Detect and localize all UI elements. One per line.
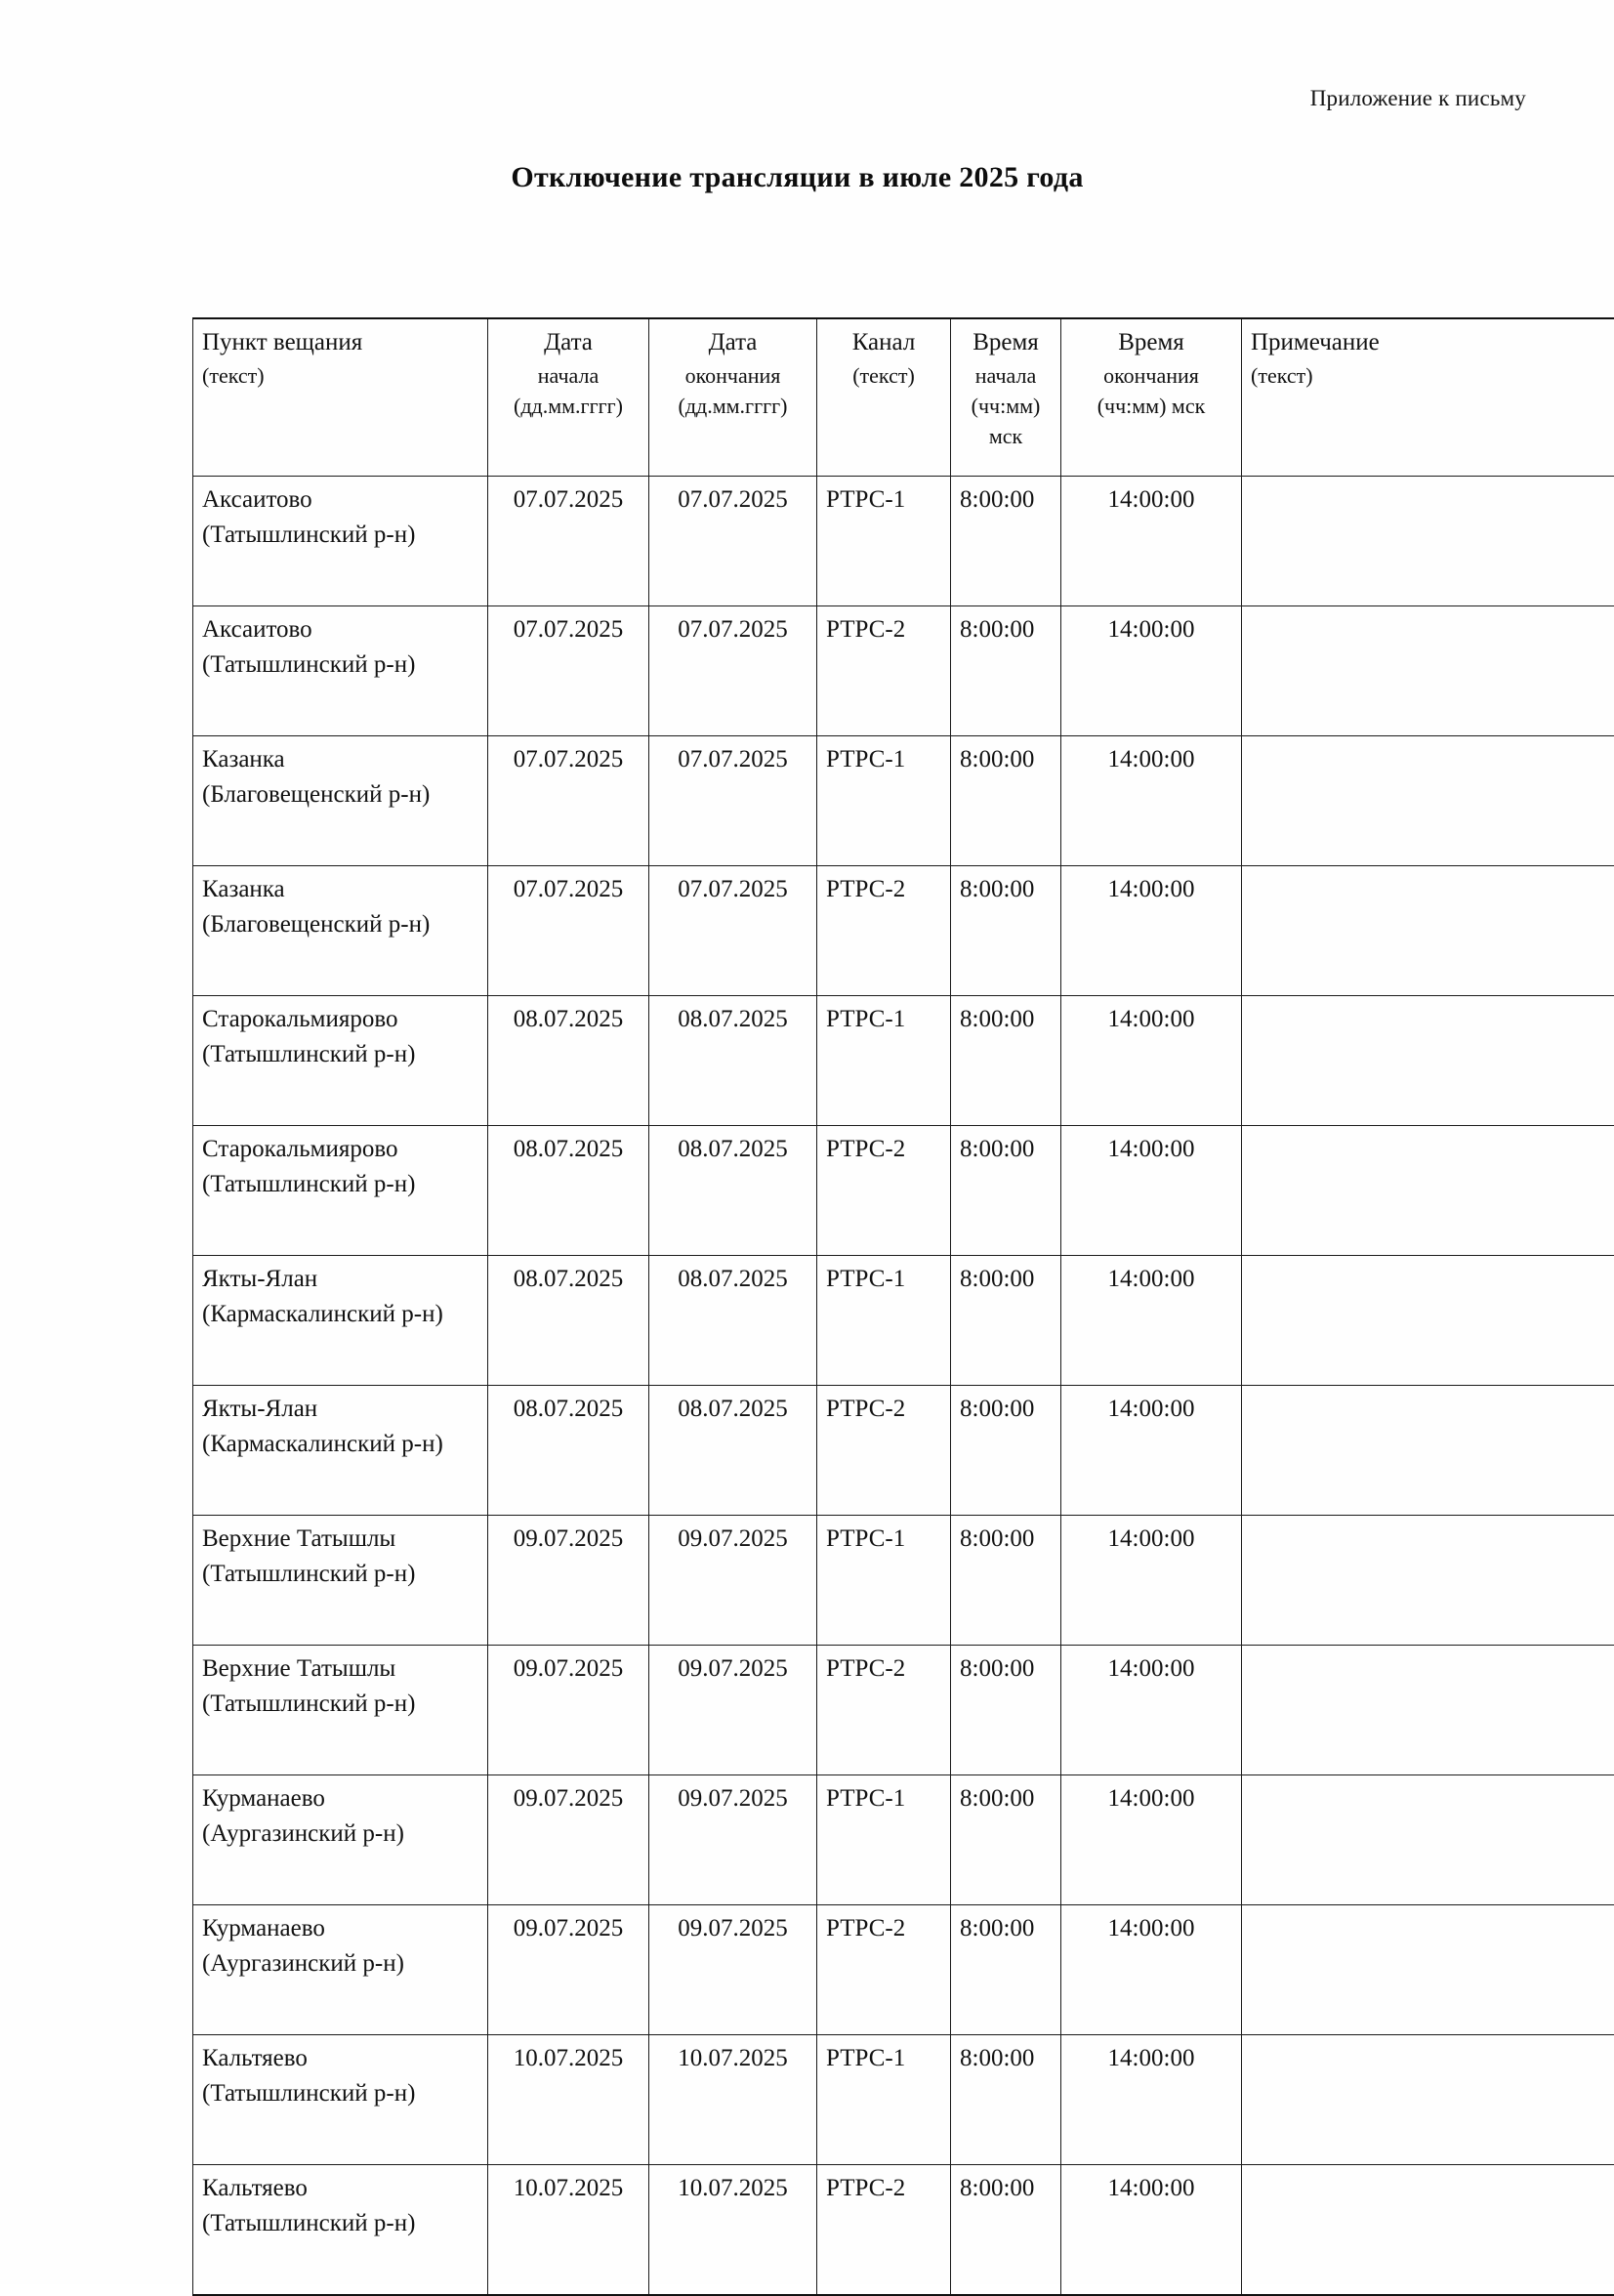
cell-broadcast-point	[193, 736, 488, 866]
broadcast-point-name: Казанка	[202, 872, 478, 907]
column-header-text: (чч:мм) мск	[960, 391, 1052, 451]
column-header-text: (текст)	[1251, 360, 1610, 391]
table-row	[193, 2165, 1614, 2296]
cell-time-start: 8:00:00	[951, 606, 1061, 736]
broadcast-point-name: Кальтяево	[202, 2171, 478, 2206]
broadcast-point-region: (Татышлинский р-н)	[202, 1687, 478, 1722]
cell-channel: РТРС-1	[817, 1256, 951, 1386]
cell-broadcast-point	[193, 1516, 488, 1646]
cell-broadcast-point	[193, 1905, 488, 2035]
cell-date-end: 08.07.2025	[649, 1256, 817, 1386]
column-header-text: Примечание	[1251, 325, 1610, 360]
cell-date-end: 09.07.2025	[649, 1775, 817, 1905]
cell-channel: РТРС-2	[817, 866, 951, 996]
cell-time-start: 8:00:00	[951, 1256, 1061, 1386]
table-row	[193, 866, 1614, 996]
broadcast-point-region: (Татышлинский р-н)	[202, 1037, 478, 1072]
cell-date-end: 07.07.2025	[649, 606, 817, 736]
cell-date-start: 08.07.2025	[488, 1256, 649, 1386]
cell-note	[1242, 1775, 1614, 1905]
cell-note	[1242, 477, 1614, 606]
column-header-text: окончания	[1070, 360, 1232, 391]
cell-date-end: 09.07.2025	[649, 1516, 817, 1646]
cell-date-end: 09.07.2025	[649, 1905, 817, 2035]
cell-date-end: 08.07.2025	[649, 1126, 817, 1256]
cell-note	[1242, 736, 1614, 866]
cell-time-start: 8:00:00	[951, 477, 1061, 606]
cell-time-end: 14:00:00	[1061, 1775, 1242, 1905]
page-title: Отключение трансляции в июле 2025 года	[0, 161, 1604, 194]
column-header-text: (дд.мм.гггг)	[497, 391, 640, 421]
cell-channel: РТРС-1	[817, 996, 951, 1126]
column-header-text: (текст)	[202, 360, 478, 391]
cell-time-start: 8:00:00	[951, 2165, 1061, 2296]
column-header-date_start	[488, 318, 649, 477]
cell-note	[1242, 2165, 1614, 2296]
cell-date-start: 09.07.2025	[488, 1775, 649, 1905]
cell-date-end: 07.07.2025	[649, 866, 817, 996]
cell-note	[1242, 996, 1614, 1126]
table-header-row	[193, 318, 1614, 477]
letter-attachment-note: Приложение к письму	[1310, 86, 1526, 111]
cell-channel: РТРС-1	[817, 1516, 951, 1646]
cell-channel: РТРС-2	[817, 1386, 951, 1516]
broadcast-point-region: (Благовещенский р-н)	[202, 777, 478, 813]
cell-channel: РТРС-2	[817, 1646, 951, 1775]
cell-channel: РТРС-1	[817, 2035, 951, 2165]
table-body	[193, 477, 1614, 2296]
cell-time-end: 14:00:00	[1061, 1905, 1242, 2035]
cell-time-end: 14:00:00	[1061, 1126, 1242, 1256]
cell-time-start: 8:00:00	[951, 866, 1061, 996]
broadcast-outage-table	[192, 317, 1614, 2296]
column-header-channel	[817, 318, 951, 477]
column-header-text: Канал	[826, 325, 941, 360]
cell-broadcast-point	[193, 866, 488, 996]
broadcast-point-name: Казанка	[202, 742, 478, 777]
broadcast-point-name: Кальтяево	[202, 2041, 478, 2076]
cell-date-start: 07.07.2025	[488, 866, 649, 996]
cell-time-start: 8:00:00	[951, 1386, 1061, 1516]
cell-time-start: 8:00:00	[951, 736, 1061, 866]
table-row	[193, 477, 1614, 606]
cell-date-end: 07.07.2025	[649, 736, 817, 866]
cell-date-end: 10.07.2025	[649, 2035, 817, 2165]
column-header-text: Время	[1070, 325, 1232, 360]
cell-channel: РТРС-2	[817, 2165, 951, 2296]
broadcast-point-name: Старокальмиярово	[202, 1132, 478, 1167]
cell-channel: РТРС-1	[817, 477, 951, 606]
broadcast-point-region: (Татышлинский р-н)	[202, 518, 478, 553]
cell-date-end: 09.07.2025	[649, 1646, 817, 1775]
cell-time-start: 8:00:00	[951, 1905, 1061, 2035]
cell-time-end: 14:00:00	[1061, 1256, 1242, 1386]
cell-time-start: 8:00:00	[951, 2035, 1061, 2165]
broadcast-point-name: Якты-Ялан	[202, 1392, 478, 1427]
cell-broadcast-point	[193, 477, 488, 606]
table-row	[193, 1386, 1614, 1516]
cell-date-start: 07.07.2025	[488, 477, 649, 606]
table-header	[193, 318, 1614, 477]
cell-time-end: 14:00:00	[1061, 1646, 1242, 1775]
cell-note	[1242, 1905, 1614, 2035]
column-header-text: (чч:мм) мск	[1070, 391, 1232, 421]
cell-note	[1242, 1516, 1614, 1646]
broadcast-point-name: Верхние Татышлы	[202, 1522, 478, 1557]
cell-date-start: 10.07.2025	[488, 2165, 649, 2296]
cell-date-start: 09.07.2025	[488, 1516, 649, 1646]
cell-broadcast-point	[193, 606, 488, 736]
broadcast-point-name: Аксаитово	[202, 612, 478, 647]
column-header-point	[193, 318, 488, 477]
column-header-note	[1242, 318, 1614, 477]
broadcast-point-region: (Аургазинский р-н)	[202, 1946, 478, 1982]
cell-date-start: 08.07.2025	[488, 1386, 649, 1516]
cell-date-start: 08.07.2025	[488, 996, 649, 1126]
cell-time-start: 8:00:00	[951, 1516, 1061, 1646]
broadcast-point-region: (Аургазинский р-н)	[202, 1816, 478, 1852]
table-row	[193, 606, 1614, 736]
broadcast-point-name: Верхние Татышлы	[202, 1651, 478, 1687]
cell-note	[1242, 606, 1614, 736]
cell-broadcast-point	[193, 1256, 488, 1386]
broadcast-point-name: Якты-Ялан	[202, 1262, 478, 1297]
column-header-text: начала	[497, 360, 640, 391]
cell-date-start: 09.07.2025	[488, 1646, 649, 1775]
table-row	[193, 1256, 1614, 1386]
cell-broadcast-point	[193, 996, 488, 1126]
cell-channel: РТРС-1	[817, 1775, 951, 1905]
table-row	[193, 1126, 1614, 1256]
cell-channel: РТРС-2	[817, 1126, 951, 1256]
cell-date-end: 08.07.2025	[649, 996, 817, 1126]
column-header-text: Дата	[658, 325, 807, 360]
cell-note	[1242, 1386, 1614, 1516]
cell-note	[1242, 866, 1614, 996]
broadcast-point-region: (Кармаскалинский р-н)	[202, 1297, 478, 1332]
broadcast-point-region: (Татышлинский р-н)	[202, 2076, 478, 2111]
cell-broadcast-point	[193, 1775, 488, 1905]
cell-note	[1242, 1256, 1614, 1386]
cell-broadcast-point	[193, 2165, 488, 2296]
cell-channel: РТРС-1	[817, 736, 951, 866]
broadcast-point-region: (Татышлинский р-н)	[202, 1557, 478, 1592]
column-header-text: Время	[960, 325, 1052, 360]
broadcast-point-region: (Татышлинский р-н)	[202, 1167, 478, 1202]
broadcast-point-region: (Благовещенский р-н)	[202, 907, 478, 942]
cell-note	[1242, 1126, 1614, 1256]
cell-date-start: 07.07.2025	[488, 606, 649, 736]
column-header-text: окончания	[658, 360, 807, 391]
cell-time-start: 8:00:00	[951, 1775, 1061, 1905]
cell-broadcast-point	[193, 2035, 488, 2165]
broadcast-point-name: Аксаитово	[202, 482, 478, 518]
cell-time-end: 14:00:00	[1061, 736, 1242, 866]
broadcast-outage-table-wrapper	[192, 317, 1614, 2296]
cell-date-start: 10.07.2025	[488, 2035, 649, 2165]
cell-time-end: 14:00:00	[1061, 996, 1242, 1126]
broadcast-point-name: Курманаево	[202, 1781, 478, 1816]
cell-note	[1242, 1646, 1614, 1775]
cell-broadcast-point	[193, 1126, 488, 1256]
cell-time-end: 14:00:00	[1061, 606, 1242, 736]
cell-date-start: 08.07.2025	[488, 1126, 649, 1256]
cell-date-start: 09.07.2025	[488, 1905, 649, 2035]
column-header-time_end	[1061, 318, 1242, 477]
broadcast-point-name: Курманаево	[202, 1911, 478, 1946]
cell-date-end: 07.07.2025	[649, 477, 817, 606]
column-header-date_end	[649, 318, 817, 477]
column-header-text: Дата	[497, 325, 640, 360]
cell-date-end: 08.07.2025	[649, 1386, 817, 1516]
cell-date-end: 10.07.2025	[649, 2165, 817, 2296]
cell-time-end: 14:00:00	[1061, 2165, 1242, 2296]
broadcast-point-region: (Татышлинский р-н)	[202, 647, 478, 683]
table-row	[193, 2035, 1614, 2165]
cell-date-start: 07.07.2025	[488, 736, 649, 866]
column-header-text: начала	[960, 360, 1052, 391]
cell-broadcast-point	[193, 1646, 488, 1775]
column-header-text: (дд.мм.гггг)	[658, 391, 807, 421]
cell-time-end: 14:00:00	[1061, 477, 1242, 606]
cell-time-end: 14:00:00	[1061, 866, 1242, 996]
cell-time-start: 8:00:00	[951, 1126, 1061, 1256]
broadcast-point-region: (Татышлинский р-н)	[202, 2206, 478, 2241]
cell-time-end: 14:00:00	[1061, 1516, 1242, 1646]
cell-note	[1242, 2035, 1614, 2165]
broadcast-point-region: (Кармаскалинский р-н)	[202, 1427, 478, 1462]
cell-time-end: 14:00:00	[1061, 1386, 1242, 1516]
cell-broadcast-point	[193, 1386, 488, 1516]
table-row	[193, 996, 1614, 1126]
broadcast-point-name: Старокальмиярово	[202, 1002, 478, 1037]
cell-channel: РТРС-2	[817, 606, 951, 736]
table-row	[193, 1516, 1614, 1646]
table-row	[193, 1775, 1614, 1905]
table-row	[193, 736, 1614, 866]
table-row	[193, 1646, 1614, 1775]
cell-time-start: 8:00:00	[951, 996, 1061, 1126]
column-header-time_start	[951, 318, 1061, 477]
cell-time-start: 8:00:00	[951, 1646, 1061, 1775]
cell-channel: РТРС-2	[817, 1905, 951, 2035]
column-header-text: (текст)	[826, 360, 941, 391]
table-row	[193, 1905, 1614, 2035]
column-header-text: Пункт вещания	[202, 325, 478, 360]
cell-time-end: 14:00:00	[1061, 2035, 1242, 2165]
